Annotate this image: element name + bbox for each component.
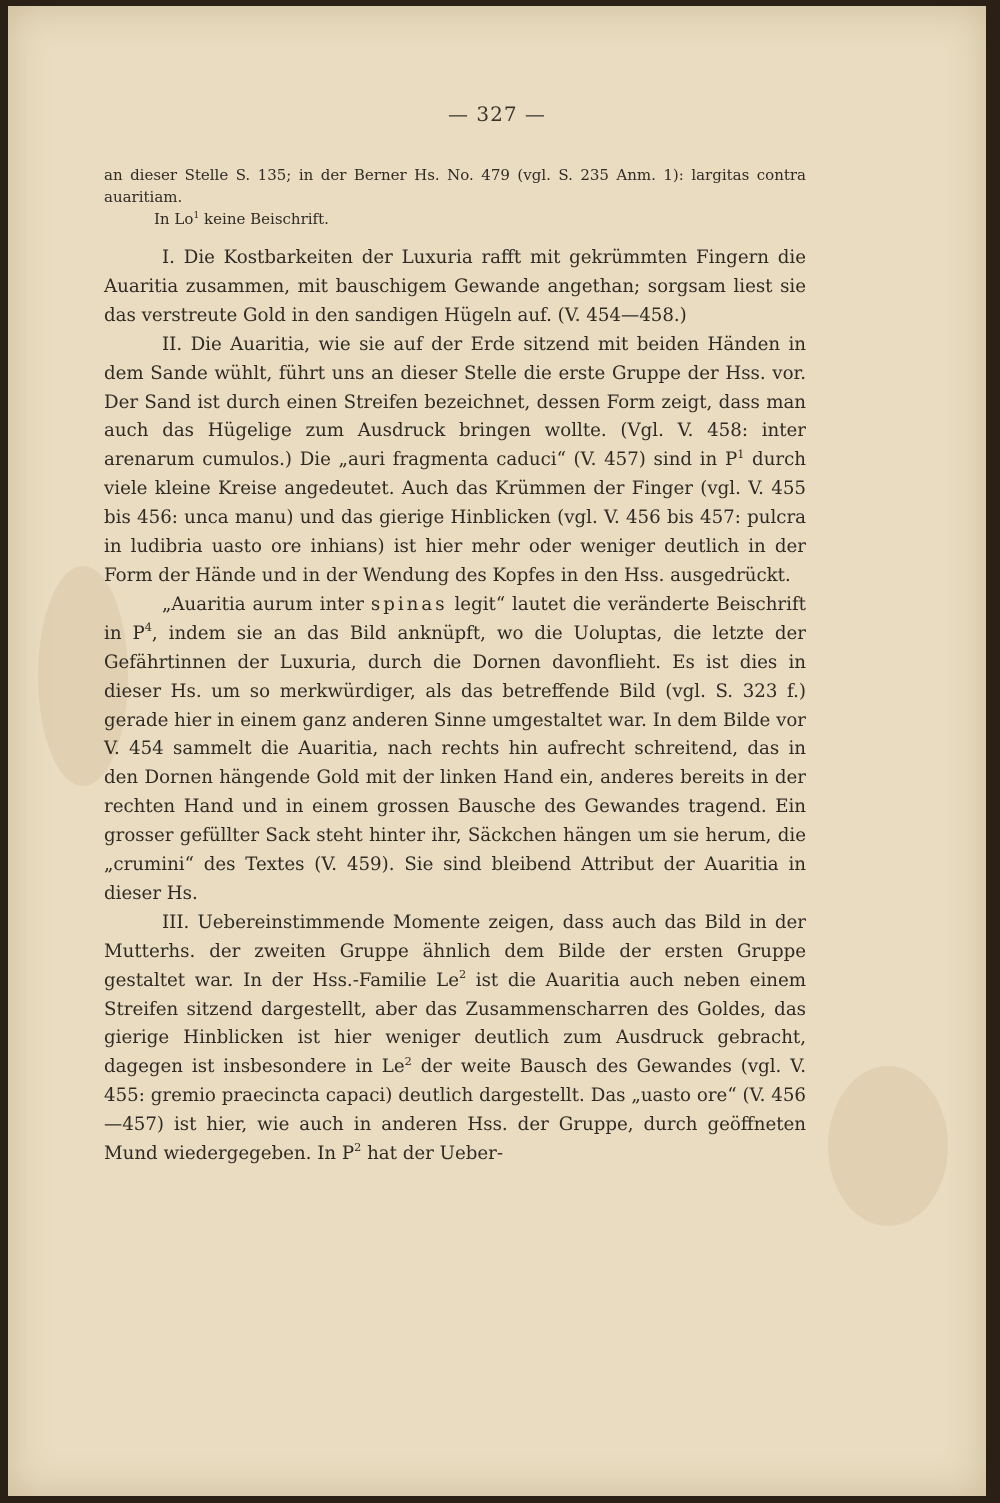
footnote-text: In Lo bbox=[154, 210, 194, 228]
spaced-word: spinas bbox=[370, 593, 448, 615]
main-text bbox=[104, 244, 806, 1169]
paragraph-text: hat der Ueber- bbox=[361, 1143, 503, 1165]
paragraph-text: , indem sie an das Bild anknüpft, wo die Uoluptas, die letzte der Gefährtinnen der Luxuria, durch die Dornen davonflieht. Es ist dies in dieser Hs. um so merkwürdiger, als das betreffende Bild (vgl. S. 323 f.) gerade hier in einem ganz anderen Sinne umgestaltet war. In dem Bilde vor V. 454 sammelt die Auaritia, nach rechts hin aufrecht schreitend, das in den Dornen hängende Gold mit der linken Hand ein, anderes bereits in der rechten Hand und in einem grossen Bausche des Gewandes tragend. Ein grosser gefüllter Sack steht hinter ihr, Säckchen hängen um sie herum, die „crumini“ des Textes (V. 459). Sie sind bleibend Attribut der Auaritia in dieser Hs. bbox=[104, 622, 806, 904]
paragraph-III bbox=[104, 909, 806, 1169]
paragraph-text: durch viele kleine Kreise angedeutet. Auch das Krümmen der Finger (vgl. V. 455 bis 456: unca manu) und das gierige Hinblicken (vgl. V. 456 bis 457: pulcra in ludibria uasto ore inhians) ist hier mehr oder weniger deutlich in der Form der Hände und in der Wendung des Kopfes in den Hss. ausgedrückt. bbox=[104, 449, 807, 586]
footnote-text: keine Beischrift. bbox=[199, 210, 329, 228]
page-number: — 327 — bbox=[448, 102, 546, 126]
footnote-block bbox=[104, 164, 806, 230]
paragraph-text: ist die Auaritia auch neben einem Streifen sitzend dargestellt, aber das Zusammenscharren des Goldes, das gierige Hinblicken ist hier weniger deutlich zum Ausdruck gebracht, dagegen ist insbesondere in Le bbox=[104, 969, 806, 1078]
superscript: 2 bbox=[354, 1141, 362, 1155]
paragraph-II bbox=[104, 331, 806, 591]
footnote-line: an dieser Stelle S. 135; in der Berner Hs. No. 479 (vgl. S. 235 Anm. 1): largitas contra auaritiam. bbox=[104, 166, 806, 206]
paragraph-II-continued bbox=[104, 591, 806, 909]
superscript: 4 bbox=[144, 621, 152, 635]
paragraph-text: der weite Bausch des Gewandes (vgl. V. 455: gremio praecincta capaci) deutlich dargestellt. Das „uasto ore“ (V. 456—457) ist hier, wie auch in anderen Hss. der Gruppe, durch geöffneten Mund wiedergegeben. In P bbox=[104, 1056, 806, 1165]
book-page bbox=[8, 6, 986, 1496]
superscript: 1 bbox=[737, 447, 745, 461]
paper-stain bbox=[828, 1066, 948, 1226]
superscript: 2 bbox=[458, 968, 467, 982]
superscript: 1 bbox=[193, 209, 200, 221]
paragraph-I: I. Die Kostbarkeiten der Luxuria rafft mit gekrümmten Fingern die Auaritia zusammen, mit bauschigem Gewande angethan; sorgsam liest sie das verstreute Gold in den sandigen Hügeln auf. (V. 454—458.) bbox=[104, 247, 806, 326]
paragraph-text: II. Die Auaritia, wie sie auf der Erde sitzend mit beiden Händen in dem Sande wühlt, führt uns an dieser Stelle die erste Gruppe der Hss. vor. Der Sand ist durch einen Streifen bezeichnet, dessen Form zeigt, dass man auch das Hügelige zum Ausdruck bringen wollte. (Vgl. V. 458: inter arenarum cumulos.) Die „auri fragmenta caduci“ (V. 457) sind in P bbox=[104, 333, 806, 471]
superscript: 2 bbox=[404, 1054, 412, 1068]
paragraph-text: III. Uebereinstimmende Momente zeigen, dass auch das Bild in der Mutterhs. der zweiten Gruppe ähnlich dem Bilde der ersten Gruppe gestaltet war. In der Hss.-Familie Le bbox=[104, 911, 806, 991]
paragraph-text: legit“ lautet die veränderte Beischrift in P bbox=[104, 593, 806, 644]
footnote-line bbox=[104, 208, 806, 230]
paragraph-text: „Auaritia aurum inter bbox=[162, 593, 371, 615]
